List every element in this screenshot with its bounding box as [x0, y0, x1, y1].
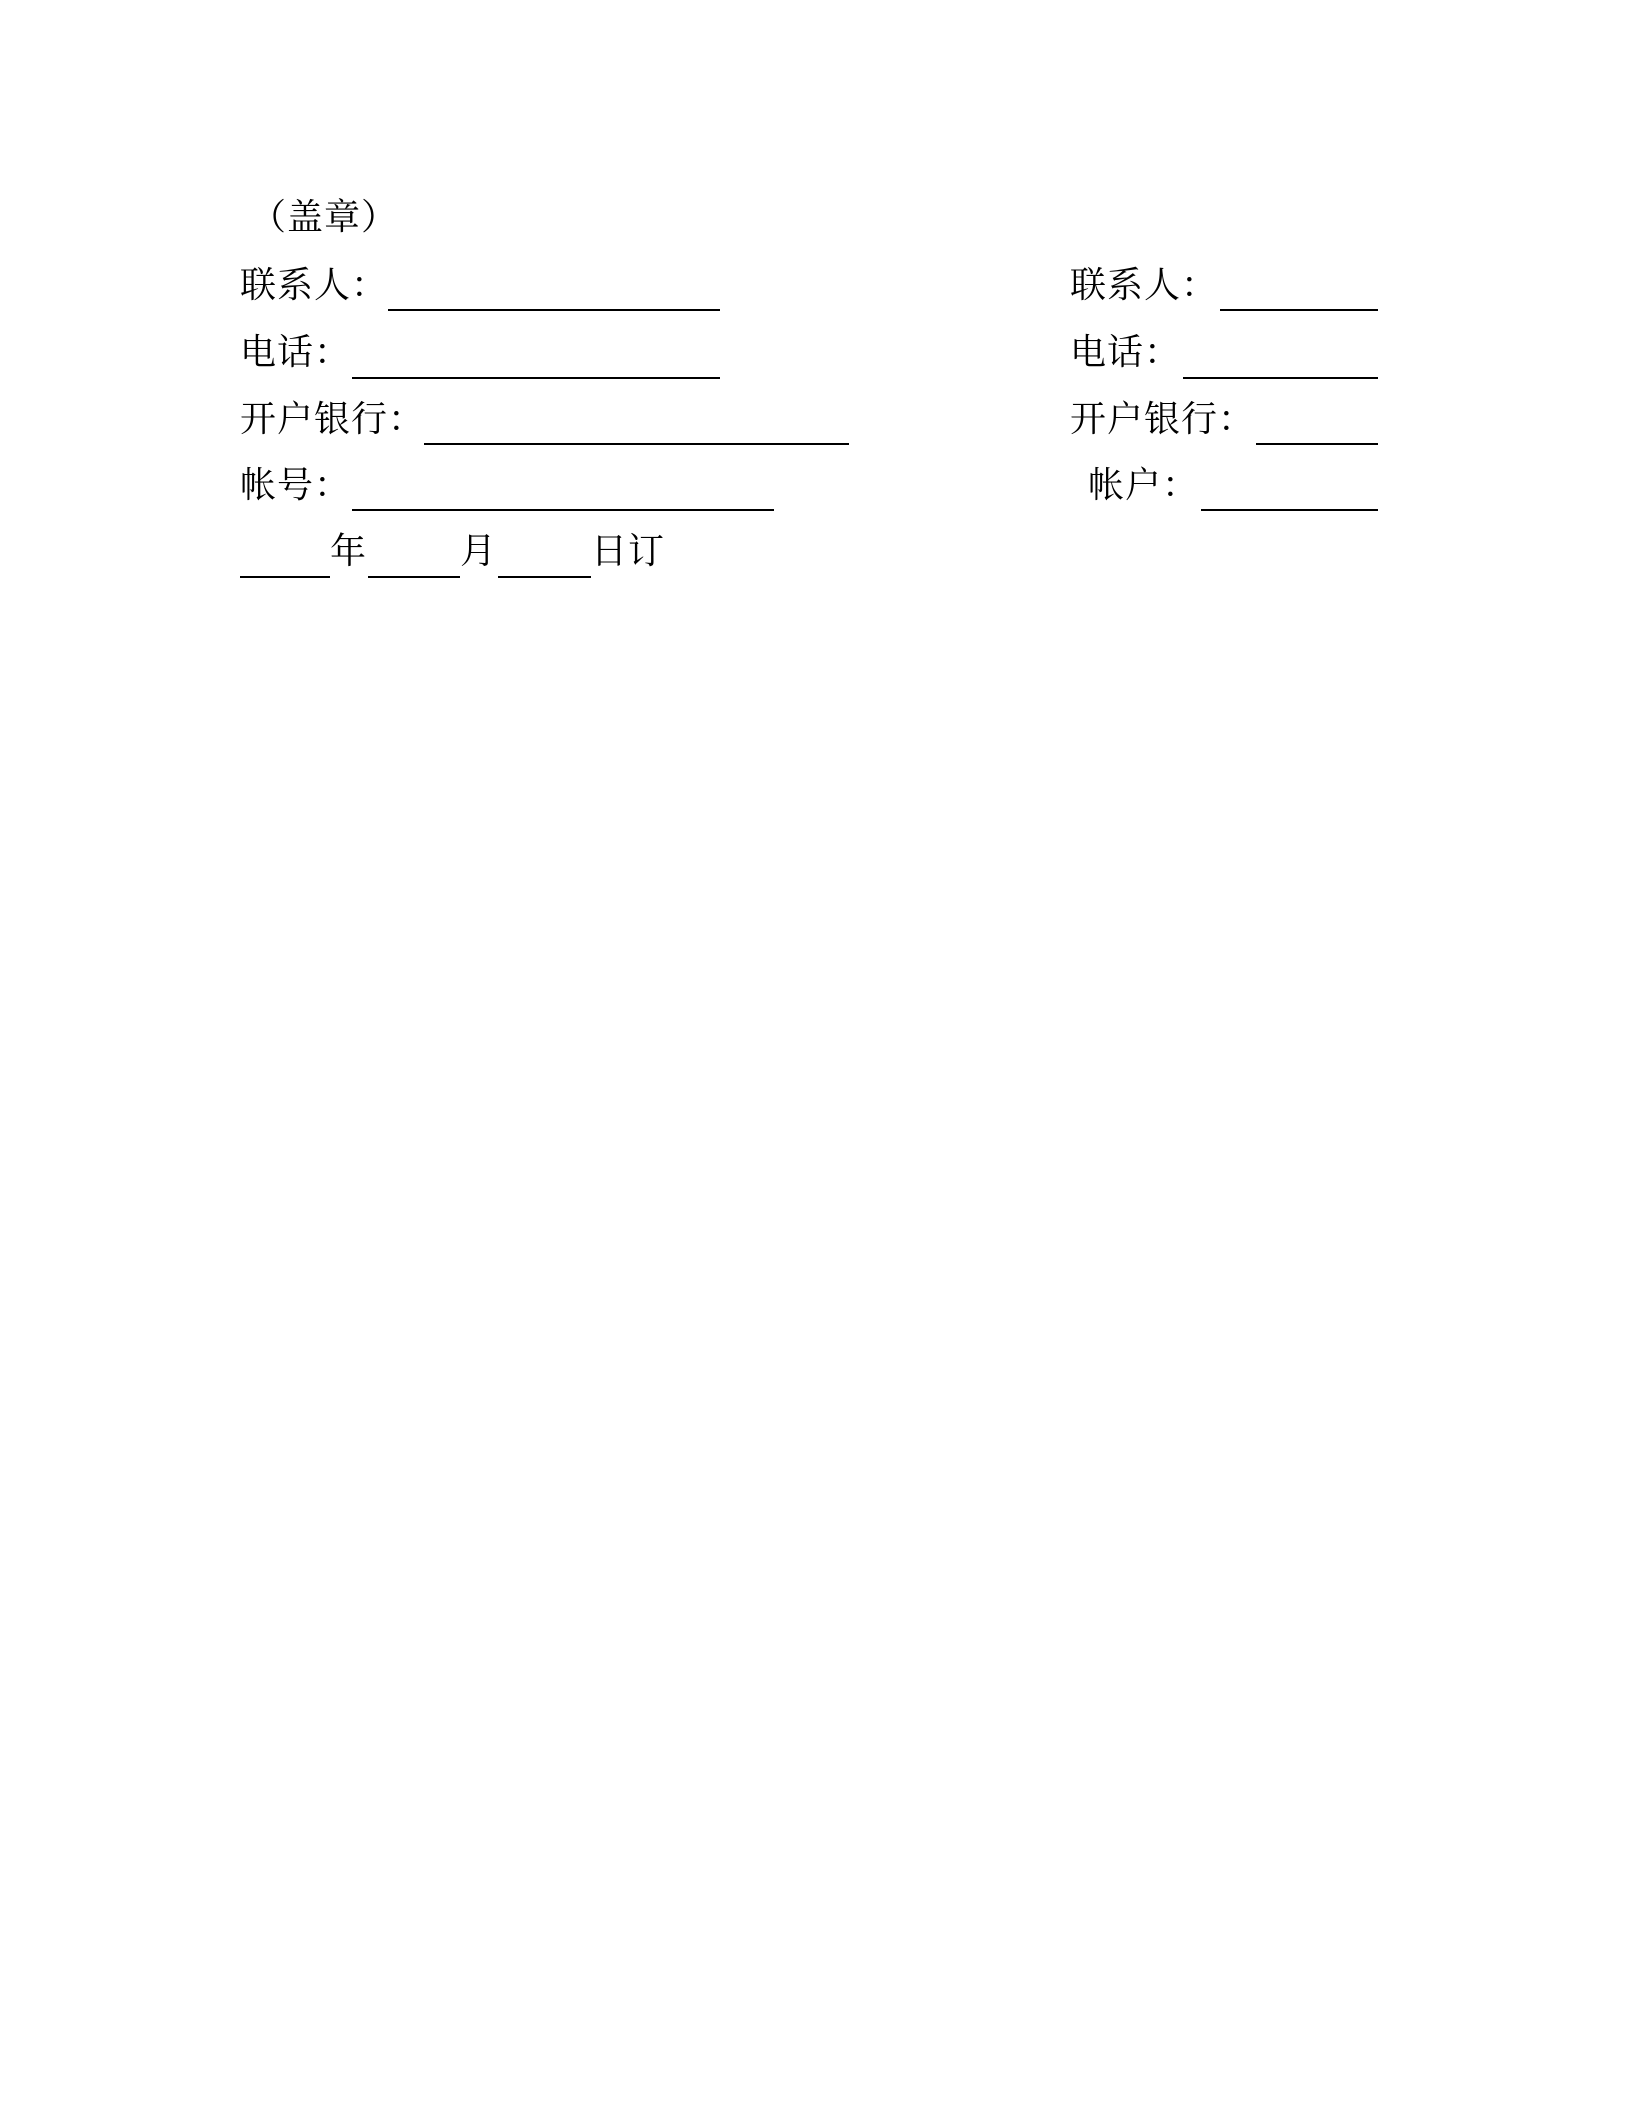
left-account-blank[interactable] [352, 509, 774, 511]
day-blank[interactable] [498, 576, 591, 578]
right-account-blank[interactable] [1201, 509, 1378, 511]
left-contact-label: 联系人： [240, 265, 389, 306]
day-label: 日订 [591, 531, 666, 572]
month-label: 月 [460, 531, 498, 572]
left-bank-blank[interactable] [424, 443, 849, 445]
left-bank-label: 开户银行： [240, 399, 426, 440]
year-blank[interactable] [240, 576, 330, 578]
year-label: 年 [330, 531, 368, 572]
left-phone-blank[interactable] [352, 377, 720, 379]
left-phone-label: 电话： [240, 332, 352, 373]
right-account-label: 帐户： [1088, 465, 1200, 506]
left-account-label: 帐号： [240, 465, 352, 506]
month-blank[interactable] [368, 576, 460, 578]
seal-label: （盖章） [250, 197, 399, 238]
right-phone-label: 电话： [1070, 332, 1182, 373]
right-contact-blank[interactable] [1220, 309, 1378, 311]
right-bank-blank[interactable] [1256, 443, 1378, 445]
left-contact-blank[interactable] [388, 309, 720, 311]
right-phone-blank[interactable] [1183, 377, 1378, 379]
right-bank-label: 开户银行： [1070, 399, 1256, 440]
right-contact-label: 联系人： [1070, 265, 1219, 306]
